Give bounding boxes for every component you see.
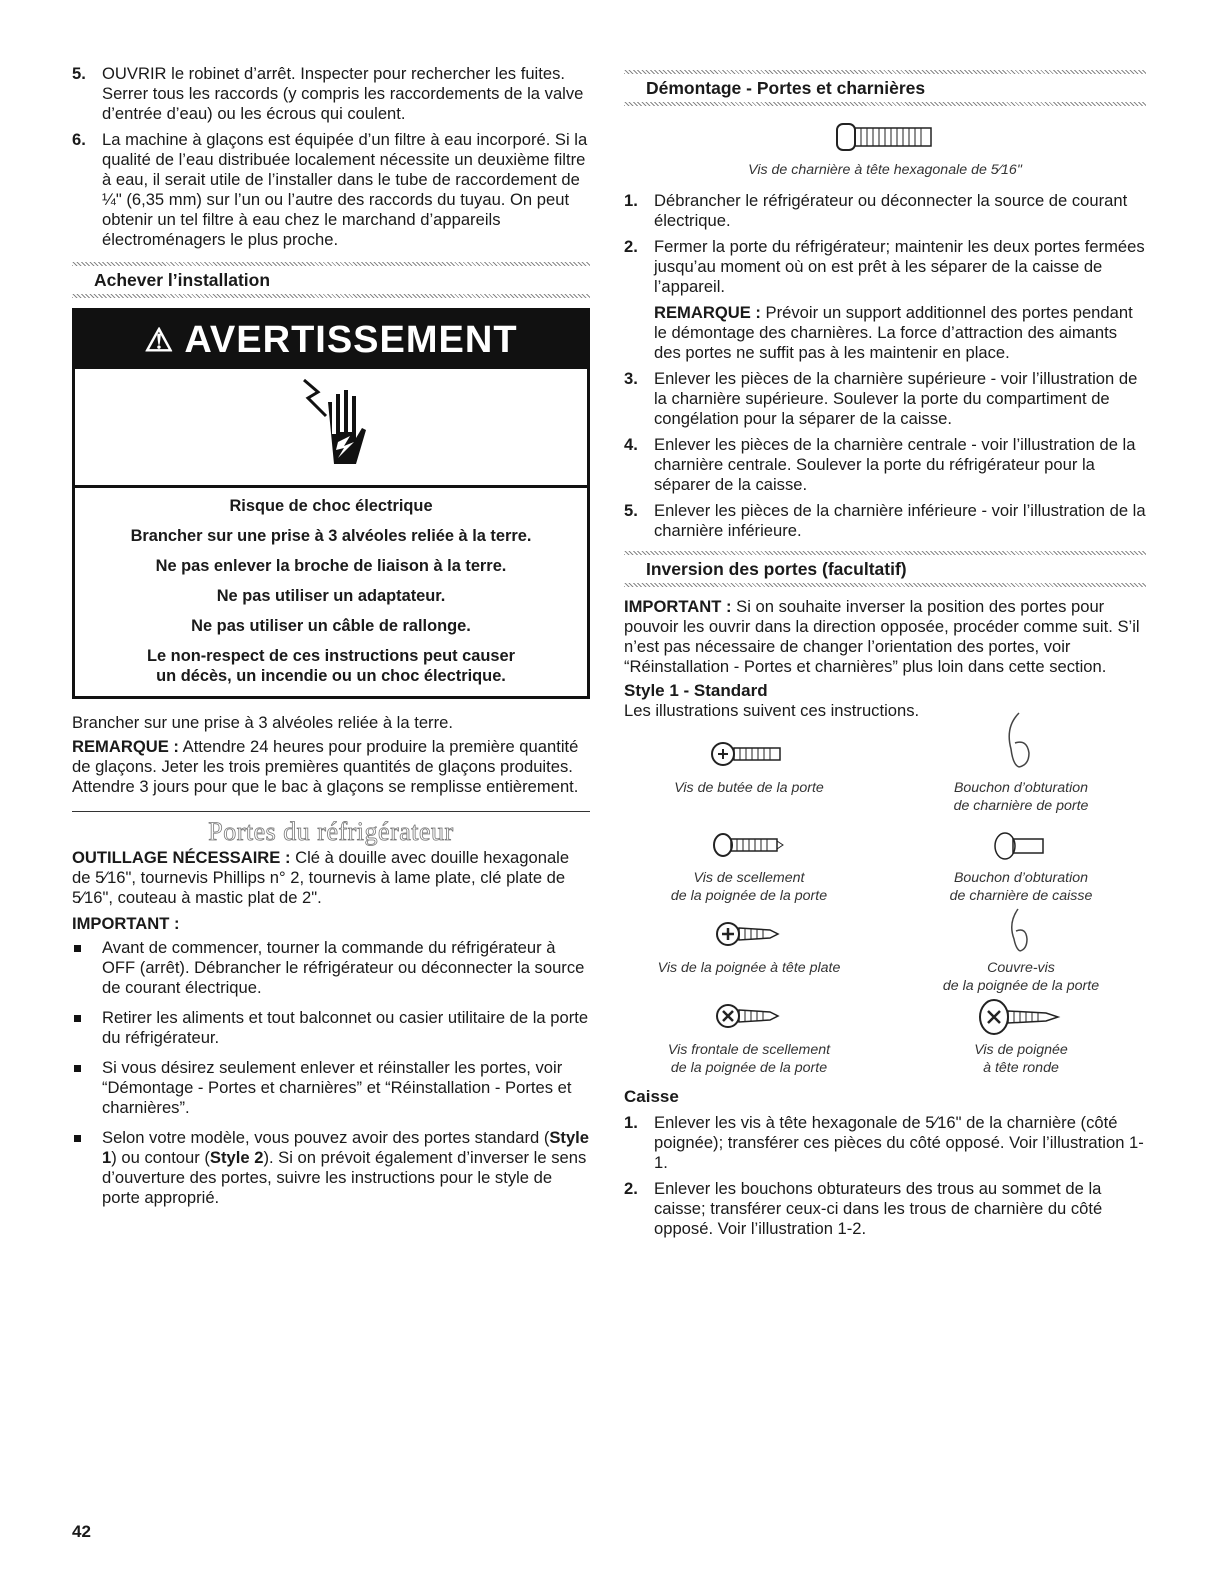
- round-head-screw-icon: [976, 997, 1066, 1037]
- warning-title: AVERTISSEMENT: [184, 319, 518, 361]
- section-heading-inversion: Inversion des portes (facultatif): [646, 559, 907, 579]
- list-item: 5. Enlever les pièces de la charnière inférieure - voir l’illustration de la charnière inférieure.: [624, 501, 1146, 540]
- list-item: 2. Enlever les bouchons obturateurs des trous au sommet de la caisse; transférer ceux-ci dans les trous de charnière du côté opposé. Voir l’illustration 1-2.: [624, 1179, 1103, 1238]
- part-handle-screw-cover: Couvre-vis de la poignée de la porte: [896, 905, 1146, 995]
- important-label: IMPORTANT :: [72, 914, 180, 933]
- part-cabinet-hinge-plug: Bouchon d’obturation de charnière de caisse: [896, 831, 1146, 905]
- section-heading-demontage: Démontage - Portes et charnières: [646, 78, 926, 98]
- section-heading-achever: Achever l’installation: [94, 270, 271, 290]
- remarque-paragraph: REMARQUE : Prévoir un support additionnel des portes pendant le démontage des charnières. La force d’attraction des aimants des portes ne suffit pas à les maintenir en place.: [654, 303, 1133, 362]
- bullet-icon: [74, 945, 81, 952]
- hex-screw-icon: [835, 120, 935, 154]
- list-item: 5. OUVRIR le robinet d’arrêt. Inspecter pour rechercher les fuites. Serrer tous les raccords (y compris les raccordements de la valve d’entrée d’eau) ou les écrous qui coulent.: [72, 64, 584, 123]
- hinge-plug-icon: [1001, 709, 1041, 775]
- electric-shock-icon: [75, 369, 587, 488]
- remarque-paragraph: REMARQUE : Attendre 24 heures pour produire la première quantité de glaçons. Jeter les trois premières quantités de glaçons produites. Attendre 3 jours pour que le bac à glaçons se remplisse entièrement.: [72, 737, 579, 796]
- warning-triangle-icon: ⚠: [144, 322, 175, 358]
- list-item: 2. Fermer la porte du réfrigérateur; maintenir les deux portes fermées jusqu’au moment où on est prêt à les séparer de la caisse de l’appareil. REMARQUE : Prévoir un support additionnel des portes pendant le démontage des charnières. La force d’attraction des aimants des portes ne suffit pas à les maintenir en place.: [624, 237, 1145, 362]
- warning-header: [75, 311, 587, 369]
- part-door-stop-screw: Vis de butée de la porte: [624, 739, 874, 797]
- phillips-screw-icon: [714, 917, 784, 951]
- screw-icon: [711, 831, 787, 859]
- section-title-portes: Portes du réfrigérateur: [208, 817, 454, 846]
- section-rule: [72, 811, 590, 812]
- divider: [624, 583, 1146, 587]
- list-item: 4. Enlever les pièces de la charnière centrale - voir l’illustration de la charnière centrale. Soulever la porte du réfrigérateur pour la séparer de la caisse.: [624, 435, 1136, 494]
- left-column: [72, 64, 590, 1218]
- part-handle-seal-screw: Vis de scellement de la poignée de la porte: [624, 831, 874, 905]
- list-item: 3. Enlever les pièces de la charnière supérieure - voir l’illustration de la charnière supérieure. Soulever la porte du compartiment de congélation pour la séparer de la caisse.: [624, 369, 1138, 428]
- list-item: 6. La machine à glaçons est équipée d’un filtre à eau incorporé. Si la qualité de l’eau distribuée localement nécessite un deuxième filtre à eau, il serait utile de l’installer dans le tube de raccordement de ¼" (6,35 mm) sur l’un ou l’autre des raccords du tuyau. On peut obtenir un tel filtre à eau chez le marchand d’appareils électroménagers le plus proche.: [72, 130, 588, 249]
- outillage-paragraph: OUTILLAGE NÉCESSAIRE : Clé à douille avec douille hexagonale de 5⁄16", tournevis Phillips n° 2, tournevis à lame plate, clé plate de 5⁄16", couteau à mastic plat de 2".: [72, 848, 570, 907]
- bullet-icon: [74, 1015, 81, 1022]
- caisse-heading: Caisse: [624, 1087, 679, 1106]
- bullet-icon: [74, 1135, 81, 1142]
- warning-text: Risque de choc électrique Brancher sur une prise à 3 alvéoles reliée à la terre. Ne pas enlever la broche de liaison à la terre. Ne pas utiliser un adaptateur. Ne pas utiliser un câble de rallonge. Le non-respect de ces instructions peut causer un décès, un incendie ou un choc électrique.: [130, 497, 532, 685]
- list-item: 1. Enlever les vis à tête hexagonale de 5⁄16" de la charnière (côté poignée); transférer ces pièces du côté opposé. Voir l’illustration 1-1.: [624, 1113, 1144, 1172]
- divider: [624, 102, 1146, 106]
- hex-screw-caption: Vis de charnière à tête hexagonale de 5⁄16": [748, 162, 1022, 178]
- style-heading: Style 1 - Standard: [624, 681, 768, 700]
- part-round-head-handle-screw: Vis de poignée à tête ronde: [896, 997, 1146, 1077]
- bullet-icon: [74, 1065, 81, 1072]
- list-item: Si vous désirez seulement enlever et réinstaller les portes, voir “Démontage - Portes et charnières” et “Réinstallation - Portes et charnières”.: [72, 1058, 590, 1118]
- important-bullets: [72, 938, 590, 1208]
- hex-screw-illustration: [624, 120, 1146, 159]
- install-steps: [72, 64, 590, 250]
- screw-icon: [714, 999, 784, 1033]
- demontage-steps: [624, 191, 1146, 541]
- list-item: 1. Débrancher le réfrigérateur ou déconnecter la source de courant électrique.: [624, 191, 1128, 230]
- divider: [72, 294, 590, 298]
- list-item: Selon votre modèle, vous pouvez avoir des portes standard (Style 1) ou contour (Style 2). Si on prévoit également d’inverser le sens d’ouverture des portes, suivre les instructions pour le style de porte approprié.: [72, 1128, 590, 1208]
- plug-instruction: Brancher sur une prise à 3 alvéoles reliée à la terre.: [72, 713, 453, 732]
- part-flat-head-handle-screw: Vis de la poignée à tête plate: [624, 917, 874, 977]
- warning-box: [72, 308, 590, 699]
- style-intro: Les illustrations suivent ces instructions.: [624, 701, 920, 720]
- part-door-hinge-plug: Bouchon d’obturation de charnière de porte: [896, 709, 1146, 815]
- list-item: Retirer les aliments et tout balconnet ou casier utilitaire de la porte du réfrigérateur.: [72, 1008, 590, 1048]
- screw-cover-icon: [1006, 905, 1036, 955]
- part-front-handle-seal-screw: Vis frontale de scellement de la poignée de la porte: [624, 999, 874, 1077]
- list-item: Avant de commencer, tourner la commande du réfrigérateur à OFF (arrêt). Débrancher le réfrigérateur ou déconnecter la source de courant électrique.: [72, 938, 590, 998]
- parts-grid: [624, 739, 1146, 1076]
- caisse-steps: [624, 1113, 1146, 1239]
- hinge-plug-icon: [991, 831, 1051, 861]
- right-column: [624, 70, 1146, 1245]
- screw-icon: [709, 739, 789, 769]
- page-number: 42: [72, 1522, 91, 1541]
- important-paragraph: IMPORTANT : Si on souhaite inverser la position des portes pour pouvoir les ouvrir dans la direction opposée, procéder comme suit. S’il n’est pas nécessaire de changer l’orientation des portes, voir “Réinstallation - Portes et charnières” plus loin dans cette section.: [624, 597, 1140, 676]
